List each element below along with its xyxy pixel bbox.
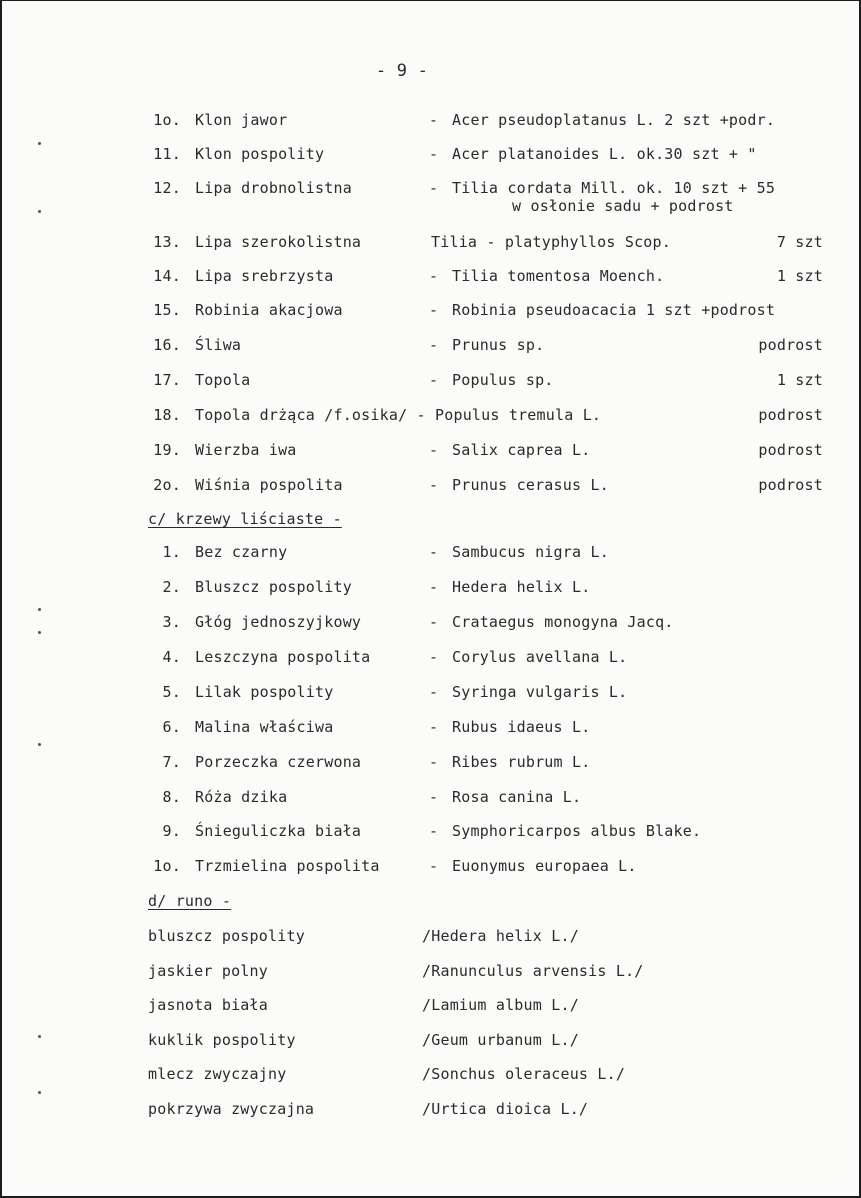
row-number: 17.: [153, 371, 181, 389]
latin-name: Tilia - platyphyllos Scop.: [431, 233, 671, 251]
polish-name: Lipa szerokolistna: [195, 233, 362, 251]
latin-name: /Hedera helix L./: [422, 927, 579, 945]
row-number: 4.: [162, 648, 181, 666]
dash: -: [429, 476, 439, 494]
binding-mark: [38, 631, 41, 634]
polish-name: jasnota biała: [148, 996, 268, 1014]
row-number: 15.: [153, 301, 181, 319]
tree-row: [2, 371, 861, 395]
dash: -: [429, 788, 439, 806]
binding-mark: [38, 743, 41, 746]
polish-name: Malina właściwa: [195, 718, 334, 736]
binding-mark: [38, 608, 41, 611]
row-number: 7.: [162, 753, 181, 771]
polish-name: bluszcz pospolity: [148, 927, 305, 945]
shrub-row: [2, 683, 861, 707]
latin-name: Corylus avellana L.: [452, 648, 628, 666]
binding-mark: [38, 1035, 41, 1038]
polish-name: Bez czarny: [195, 543, 288, 561]
latin-name: /Urtica dioica L./: [422, 1100, 589, 1118]
polish-name: Klon jawor: [195, 111, 288, 129]
latin-name: Salix caprea L.: [452, 441, 591, 459]
polish-name: jaskier polny: [148, 962, 268, 980]
polish-name: Porzeczka czerwona: [195, 753, 362, 771]
dash: -: [429, 857, 439, 875]
latin-note: w osłonie sadu + podrost: [512, 197, 734, 215]
page-number: - 9 -: [375, 61, 429, 81]
row-number: 9.: [162, 822, 181, 840]
quantity: podrost: [758, 406, 823, 424]
binding-mark: [38, 210, 41, 213]
latin-name: Prunus sp.: [452, 336, 545, 354]
polish-name: Topola: [195, 371, 251, 389]
row-number: 6.: [162, 718, 181, 736]
latin-name: Rosa canina L.: [452, 788, 582, 806]
shrub-row: [2, 822, 861, 846]
tree-row: [2, 233, 861, 257]
tree-row: [2, 111, 861, 135]
latin-name: Symphoricarpos albus Blake.: [452, 822, 702, 840]
polish-name: Śliwa: [195, 336, 242, 354]
dash: -: [429, 301, 439, 319]
latin-name: Ribes rubrum L.: [452, 753, 591, 771]
row-number: 16.: [153, 336, 181, 354]
polish-name: Robinia akacjowa: [195, 301, 343, 319]
latin-name: Tilia cordata Mill. ok. 10 szt + 55: [452, 179, 776, 197]
row-number: 19.: [153, 441, 181, 459]
dash: -: [429, 718, 439, 736]
latin-name: Rubus idaeus L.: [452, 718, 591, 736]
binding-mark: [38, 1091, 41, 1094]
row-number: 3.: [162, 613, 181, 631]
polish-name: Bluszcz pospolity: [195, 578, 352, 596]
row-number: 1.: [162, 543, 181, 561]
quantity: podrost: [758, 476, 823, 494]
row-number: 8.: [162, 788, 181, 806]
row-number: 12.: [153, 179, 181, 197]
latin-name: Acer pseudoplatanus L. 2 szt +podr.: [452, 111, 776, 129]
tree-row: [2, 145, 861, 169]
dash: -: [429, 336, 439, 354]
dash: -: [429, 441, 439, 459]
tree-row: [2, 336, 861, 360]
runo-heading: d/ runo -: [148, 892, 232, 910]
quantity: 1 szt: [776, 371, 823, 389]
dash: -: [429, 371, 439, 389]
runo-row: [2, 1031, 861, 1055]
latin-name: /Geum urbanum L./: [422, 1031, 579, 1049]
latin-name: /Ranunculus arvensis L./: [422, 962, 644, 980]
runo-row: [2, 927, 861, 951]
latin-name: Hedera helix L.: [452, 578, 591, 596]
dash: -: [429, 753, 439, 771]
shrub-row: [2, 753, 861, 777]
row-number: 14.: [153, 267, 181, 285]
tree-row: [2, 406, 861, 430]
row-number: 2.: [162, 578, 181, 596]
section-heading: [2, 892, 861, 916]
dash: -: [429, 145, 439, 163]
tree-row: [2, 179, 861, 219]
quantity: 7 szt: [776, 233, 823, 251]
tree-row: [2, 301, 861, 325]
latin-name: Sambucus nigra L.: [452, 543, 609, 561]
runo-row: [2, 1065, 861, 1089]
latin-name: Robinia pseudoacacia 1 szt +podrost: [452, 301, 776, 319]
shrub-row: [2, 857, 861, 881]
polish-name: Trzmielina pospolita: [195, 857, 380, 875]
latin-name: Crataegus monogyna Jacq.: [452, 613, 674, 631]
polish-name: Topola drżąca /f.osika/ - Populus tremula L.: [195, 406, 602, 424]
polish-name: Wiśnia pospolita: [195, 476, 343, 494]
dash: -: [429, 822, 439, 840]
polish-name: Głóg jednoszyjkowy: [195, 613, 362, 631]
row-number: 5.: [162, 683, 181, 701]
polish-name: pokrzywa zwyczajna: [148, 1100, 315, 1118]
shrub-row: [2, 718, 861, 742]
polish-name: mlecz zwyczajny: [148, 1065, 287, 1083]
quantity: podrost: [758, 336, 823, 354]
shrub-row: [2, 578, 861, 602]
latin-name: /Lamium album L./: [422, 996, 579, 1014]
shrub-row: [2, 788, 861, 812]
polish-name: Leszczyna pospolita: [195, 648, 371, 666]
dash: -: [429, 267, 439, 285]
dash: -: [429, 179, 439, 197]
dash: -: [429, 683, 439, 701]
latin-name: Tilia tomentosa Moench.: [452, 267, 665, 285]
polish-name: Róża dzika: [195, 788, 288, 806]
polish-name: Lipa srebrzysta: [195, 267, 334, 285]
runo-row: [2, 996, 861, 1020]
dash: -: [429, 111, 439, 129]
row-number: 18.: [153, 406, 181, 424]
row-number: 13.: [153, 233, 181, 251]
runo-row: [2, 1100, 861, 1124]
latin-name: Syringa vulgaris L.: [452, 683, 628, 701]
polish-name: Lipa drobnolistna: [195, 179, 352, 197]
runo-row: [2, 962, 861, 986]
tree-row: [2, 267, 861, 291]
latin-name: /Sonchus oleraceus L./: [422, 1065, 626, 1083]
quantity: 1 szt: [776, 267, 823, 285]
section-heading: [2, 510, 861, 534]
dash: -: [429, 648, 439, 666]
polish-name: Wierzba iwa: [195, 441, 297, 459]
dash: -: [429, 578, 439, 596]
shrub-row: [2, 543, 861, 567]
row-number: 2o.: [153, 476, 181, 494]
latin-name: Acer platanoides L. ok.30 szt + ": [452, 145, 757, 163]
polish-name: kuklik pospolity: [148, 1031, 296, 1049]
shrubs-heading: c/ krzewy liściaste -: [148, 510, 342, 528]
row-number: 1o.: [153, 857, 181, 875]
latin-name: Prunus cerasus L.: [452, 476, 609, 494]
tree-row: [2, 441, 861, 465]
latin-name: Populus sp.: [452, 371, 554, 389]
tree-row: [2, 476, 861, 500]
row-number: 1o.: [153, 111, 181, 129]
latin-name: Euonymus europaea L.: [452, 857, 637, 875]
dash: -: [429, 613, 439, 631]
polish-name: Śnieguliczka biała: [195, 822, 362, 840]
polish-name: Klon pospolity: [195, 145, 325, 163]
quantity: podrost: [758, 441, 823, 459]
row-number: 11.: [153, 145, 181, 163]
shrub-row: [2, 613, 861, 637]
dash: -: [429, 543, 439, 561]
polish-name: Lilak pospolity: [195, 683, 334, 701]
shrub-row: [2, 648, 861, 672]
binding-mark: [38, 142, 41, 145]
